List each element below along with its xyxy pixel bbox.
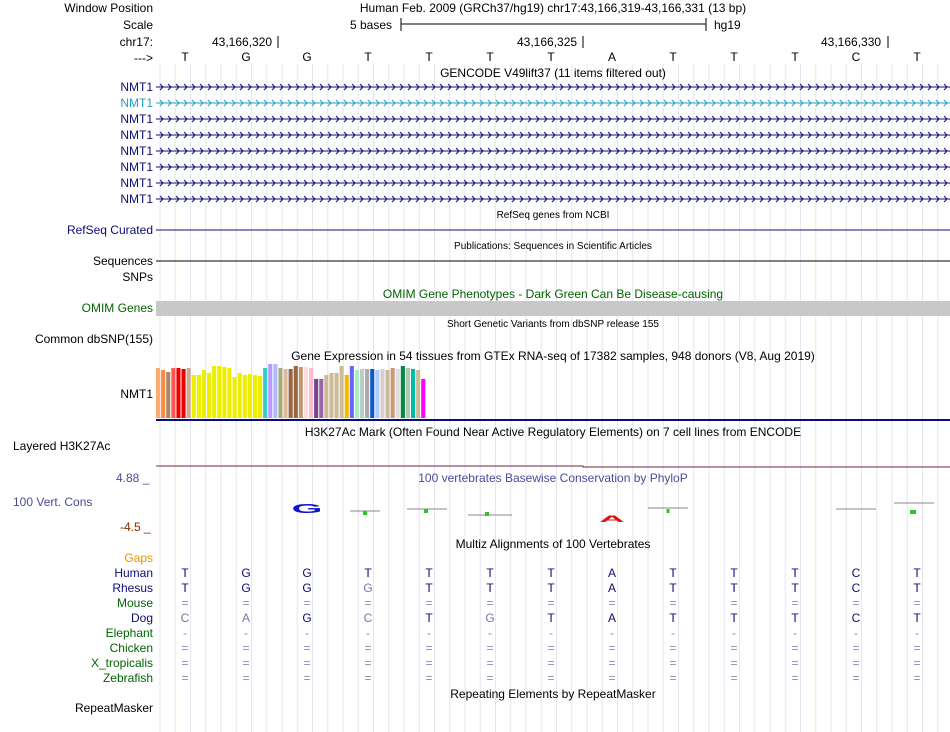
aligned-base: = bbox=[364, 641, 372, 655]
base-letter: C bbox=[851, 50, 861, 64]
base-sequence bbox=[0, 50, 950, 64]
aligned-base: = bbox=[852, 671, 860, 685]
aligned-base: = bbox=[242, 656, 250, 670]
gtex-bar bbox=[258, 376, 262, 418]
gtex-bar bbox=[340, 366, 344, 418]
gtex-bar bbox=[319, 379, 323, 418]
aligned-base: T bbox=[913, 611, 921, 625]
aligned-base: T bbox=[547, 566, 555, 580]
species-label[interactable]: Chicken bbox=[109, 641, 153, 655]
aligned-base: = bbox=[181, 671, 189, 685]
aligned-base: T bbox=[913, 566, 921, 580]
gtex-bar bbox=[227, 368, 231, 418]
aligned-base: = bbox=[303, 596, 311, 610]
repeatmasker-label[interactable]: RepeatMasker bbox=[74, 701, 153, 715]
gencode-item-label[interactable]: NMT1 bbox=[120, 128, 153, 142]
strand-arrow-label: ---> bbox=[134, 51, 153, 65]
aligned-base: T bbox=[669, 581, 677, 595]
gencode-track-title[interactable]: GENCODE V49lift37 (11 items filtered out) bbox=[440, 66, 666, 80]
gtex-bar bbox=[294, 366, 298, 418]
aligned-base: = bbox=[364, 596, 372, 610]
gencode-item-label[interactable]: NMT1 bbox=[120, 112, 153, 126]
gtex-bar bbox=[161, 370, 165, 418]
aligned-base: A bbox=[607, 611, 616, 625]
gtex-bar bbox=[197, 375, 201, 418]
gencode-item-label[interactable]: NMT1 bbox=[120, 96, 153, 110]
aligned-base: = bbox=[608, 641, 616, 655]
aligned-base: T bbox=[730, 566, 738, 580]
gtex-bar bbox=[268, 364, 272, 418]
aligned-base: C bbox=[851, 581, 861, 595]
aligned-base: C bbox=[180, 611, 190, 625]
publications-track-title[interactable]: Publications: Sequences in Scientific Articles bbox=[454, 241, 652, 252]
aligned-base: G bbox=[302, 611, 312, 625]
aligned-base: = bbox=[608, 596, 616, 610]
gtex-bar bbox=[355, 370, 359, 418]
aligned-base: - bbox=[366, 626, 370, 640]
alignment-row bbox=[0, 641, 950, 655]
aligned-base: = bbox=[547, 671, 555, 685]
aligned-base: = bbox=[242, 641, 250, 655]
gtex-bar bbox=[421, 379, 425, 418]
aligned-base: = bbox=[547, 596, 555, 610]
aligned-base: A bbox=[241, 611, 250, 625]
gtex-bar bbox=[182, 369, 186, 418]
alignment-row bbox=[0, 596, 950, 610]
aligned-base: = bbox=[242, 596, 250, 610]
gtex-bar bbox=[278, 368, 282, 418]
aligned-base: - bbox=[427, 626, 431, 640]
gaps-label: Gaps bbox=[124, 551, 153, 565]
aligned-base: = bbox=[913, 596, 921, 610]
gtex-bar bbox=[248, 374, 252, 418]
gtex-bar bbox=[416, 370, 420, 418]
aligned-base: = bbox=[730, 641, 738, 655]
aligned-base: - bbox=[488, 626, 492, 640]
aligned-base: = bbox=[669, 596, 677, 610]
phylop-track-title[interactable]: 100 vertebrates Basewise Conservation by PhyloP bbox=[418, 471, 688, 485]
gtex-bar bbox=[345, 375, 349, 418]
aligned-base: T bbox=[791, 581, 799, 595]
gtex-bar bbox=[176, 368, 180, 418]
position-tick-label: 43,166,330 bbox=[821, 35, 882, 49]
gtex-bar bbox=[335, 373, 339, 418]
aligned-base: - bbox=[183, 626, 187, 640]
aligned-base: - bbox=[854, 626, 858, 640]
aligned-base: - bbox=[610, 626, 614, 640]
aligned-base: = bbox=[791, 596, 799, 610]
gtex-bar bbox=[324, 375, 328, 418]
gencode-item-label[interactable]: NMT1 bbox=[120, 160, 153, 174]
alignment-row bbox=[0, 611, 950, 625]
aligned-base: = bbox=[669, 656, 677, 670]
gtex-bar bbox=[253, 375, 257, 418]
base-letter: T bbox=[181, 50, 189, 64]
gencode-item-label[interactable]: NMT1 bbox=[120, 80, 153, 94]
gtex-bar bbox=[360, 369, 364, 418]
gtex-bar bbox=[284, 369, 288, 418]
chrom-label: chr17: bbox=[119, 35, 153, 49]
aligned-base: T bbox=[364, 566, 372, 580]
gtex-bar bbox=[396, 369, 400, 418]
aligned-base: G bbox=[485, 611, 495, 625]
aligned-base: = bbox=[791, 656, 799, 670]
aligned-base: = bbox=[425, 656, 433, 670]
base-letter: T bbox=[791, 50, 799, 64]
sequences-label[interactable]: Sequences bbox=[92, 254, 153, 268]
position-tick-label: 43,166,320 bbox=[212, 35, 273, 49]
aligned-base: T bbox=[669, 611, 677, 625]
aligned-base: G bbox=[302, 581, 312, 595]
aligned-base: C bbox=[851, 611, 861, 625]
alignment-row bbox=[0, 656, 950, 670]
base-letter: G bbox=[302, 50, 312, 64]
aligned-base: = bbox=[181, 596, 189, 610]
aligned-base: T bbox=[547, 581, 555, 595]
aligned-base: T bbox=[730, 611, 738, 625]
aligned-base: G bbox=[302, 566, 312, 580]
aligned-base: T bbox=[181, 581, 189, 595]
base-letter: T bbox=[547, 50, 555, 64]
gtex-bar bbox=[156, 368, 160, 418]
base-letter: T bbox=[425, 50, 433, 64]
refseq-label[interactable]: RefSeq Curated bbox=[66, 223, 153, 237]
repeatmasker-track-title[interactable]: Repeating Elements by RepeatMasker bbox=[450, 687, 656, 701]
aligned-base: - bbox=[732, 626, 736, 640]
omim-label[interactable]: OMIM Genes bbox=[81, 301, 153, 315]
gtex-bar bbox=[386, 370, 390, 418]
aligned-base: T bbox=[730, 581, 738, 595]
aligned-base: T bbox=[486, 581, 494, 595]
aligned-base: G bbox=[241, 581, 251, 595]
h3k27ac-label[interactable]: Layered H3K27Ac bbox=[13, 439, 111, 453]
aligned-base: = bbox=[303, 671, 311, 685]
gtex-bar bbox=[314, 379, 318, 418]
gtex-bar bbox=[263, 368, 267, 418]
aligned-base: = bbox=[364, 656, 372, 670]
gtex-bar bbox=[207, 373, 211, 418]
aligned-base: = bbox=[547, 641, 555, 655]
aligned-base: T bbox=[669, 566, 677, 580]
aligned-base: T bbox=[425, 566, 433, 580]
aligned-base: = bbox=[486, 671, 494, 685]
aligned-base: T bbox=[913, 581, 921, 595]
aligned-base: = bbox=[303, 641, 311, 655]
gtex-bar bbox=[365, 369, 369, 418]
dbsnp-track-title[interactable]: Short Genetic Variants from dbSNP release 155 bbox=[447, 319, 659, 330]
conservation-mark bbox=[363, 511, 367, 515]
species-label[interactable]: Dog bbox=[130, 611, 153, 625]
aligned-base: = bbox=[364, 671, 372, 685]
gtex-bar bbox=[233, 377, 237, 418]
gtex-bar bbox=[212, 366, 216, 418]
aligned-base: = bbox=[547, 656, 555, 670]
aligned-base: = bbox=[242, 671, 250, 685]
omim-track-title[interactable]: OMIM Gene Phenotypes - Dark Green Can Be Disease-causing bbox=[382, 287, 724, 301]
aligned-base: = bbox=[852, 656, 860, 670]
gtex-bar bbox=[375, 370, 379, 418]
gencode-item-label[interactable]: NMT1 bbox=[120, 144, 153, 158]
aligned-base: - bbox=[915, 626, 919, 640]
aligned-base: C bbox=[363, 611, 373, 625]
aligned-base: = bbox=[730, 656, 738, 670]
species-label[interactable]: Rhesus bbox=[112, 581, 153, 595]
gtex-bar bbox=[202, 370, 206, 418]
aligned-base: = bbox=[181, 641, 189, 655]
scale-label: Scale bbox=[122, 18, 153, 32]
base-letter: T bbox=[486, 50, 494, 64]
gtex-bar bbox=[187, 368, 191, 418]
aligned-base: = bbox=[425, 671, 433, 685]
position-tick-label: 43,166,325 bbox=[517, 35, 578, 49]
gtex-bar bbox=[411, 369, 415, 418]
aligned-base: T bbox=[425, 611, 433, 625]
aligned-base: = bbox=[852, 641, 860, 655]
window-position-label: Window Position bbox=[64, 1, 153, 15]
conservation-logo-a: A bbox=[599, 513, 625, 525]
species-label[interactable]: Elephant bbox=[105, 626, 153, 640]
aligned-base: = bbox=[608, 671, 616, 685]
scale-text: 5 bases bbox=[350, 18, 393, 32]
aligned-base: = bbox=[425, 596, 433, 610]
refseq-track-title[interactable]: RefSeq genes from NCBI bbox=[496, 210, 610, 221]
aligned-base: = bbox=[486, 656, 494, 670]
scale-db: hg19 bbox=[714, 18, 741, 32]
aligned-base: T bbox=[486, 566, 494, 580]
alignment-row bbox=[0, 581, 950, 595]
gtex-bar bbox=[370, 369, 374, 418]
gtex-bar bbox=[350, 366, 354, 418]
aligned-base: - bbox=[244, 626, 248, 640]
aligned-base: = bbox=[181, 656, 189, 670]
gtex-bar bbox=[171, 368, 175, 418]
gencode-item-label[interactable]: NMT1 bbox=[120, 192, 153, 206]
aligned-base: G bbox=[241, 566, 251, 580]
species-label[interactable]: Zebrafish bbox=[102, 671, 153, 685]
aligned-base: = bbox=[486, 596, 494, 610]
species-label[interactable]: Human bbox=[114, 566, 153, 580]
aligned-base: G bbox=[363, 581, 373, 595]
dbsnp-label[interactable]: Common dbSNP(155) bbox=[34, 332, 153, 346]
aligned-base: C bbox=[851, 566, 861, 580]
aligned-base: = bbox=[913, 671, 921, 685]
gtex-bar bbox=[289, 369, 293, 418]
aligned-base: = bbox=[730, 596, 738, 610]
gtex-gene-label[interactable]: NMT1 bbox=[120, 387, 153, 401]
base-letter: G bbox=[241, 50, 251, 64]
gtex-bar bbox=[304, 367, 308, 418]
aligned-base: = bbox=[913, 641, 921, 655]
base-letter: T bbox=[913, 50, 921, 64]
species-label[interactable]: X_tropicalis bbox=[90, 656, 153, 670]
aligned-base: T bbox=[425, 581, 433, 595]
gtex-bar bbox=[299, 367, 303, 418]
base-letter: T bbox=[730, 50, 738, 64]
base-letter: T bbox=[364, 50, 372, 64]
aligned-base: T bbox=[181, 566, 189, 580]
aligned-base: = bbox=[913, 656, 921, 670]
gtex-bar bbox=[401, 366, 405, 418]
aligned-base: - bbox=[549, 626, 553, 640]
species-label[interactable]: Mouse bbox=[116, 596, 153, 610]
gtex-bar bbox=[380, 369, 384, 418]
aligned-base: = bbox=[791, 641, 799, 655]
aligned-base: - bbox=[671, 626, 675, 640]
aligned-base: = bbox=[730, 671, 738, 685]
aligned-base: = bbox=[425, 641, 433, 655]
base-letter: T bbox=[669, 50, 677, 64]
omim-bar bbox=[156, 301, 950, 316]
h3k27ac-track-title[interactable]: H3K27Ac Mark (Often Found Near Active Regulatory Elements) on 7 cell lines from ENCODE bbox=[304, 425, 802, 439]
aligned-base: - bbox=[305, 626, 309, 640]
gtex-bar bbox=[406, 368, 410, 418]
aligned-base: A bbox=[607, 566, 616, 580]
aligned-base: = bbox=[669, 671, 677, 685]
alignment-row bbox=[0, 671, 950, 685]
gtex-track-title[interactable]: Gene Expression in 54 tissues from GTEx RNA-seq of 17382 samples, 948 donors (V8, Aug 2019) bbox=[291, 349, 815, 363]
aligned-base: T bbox=[791, 566, 799, 580]
aligned-base: = bbox=[303, 656, 311, 670]
window-position-text: Human Feb. 2009 (GRCh37/hg19) chr17:43,166,319-43,166,331 (13 bp) bbox=[359, 1, 747, 15]
aligned-base: = bbox=[791, 671, 799, 685]
conservation-mark bbox=[910, 510, 916, 514]
aligned-base: = bbox=[486, 641, 494, 655]
conservation-mark bbox=[424, 509, 428, 513]
aligned-base: = bbox=[669, 641, 677, 655]
aligned-base: T bbox=[547, 611, 555, 625]
aligned-base: A bbox=[607, 581, 616, 595]
aligned-base: - bbox=[793, 626, 797, 640]
base-letter: A bbox=[607, 50, 616, 64]
alignment-row bbox=[0, 566, 950, 580]
gtex-bar bbox=[238, 373, 242, 418]
multiz-track-title[interactable]: Multiz Alignments of 100 Vertebrates bbox=[455, 537, 651, 551]
aligned-base: T bbox=[791, 611, 799, 625]
conservation-logo-g: G bbox=[291, 501, 323, 517]
gtex-bar bbox=[222, 367, 226, 418]
phylop-label[interactable]: 100 Vert. Cons bbox=[13, 495, 93, 509]
gencode-item-label[interactable]: NMT1 bbox=[120, 176, 153, 190]
gtex-bar bbox=[309, 368, 313, 418]
gtex-bar bbox=[166, 372, 170, 418]
phylop-min-label: -4.5 _ bbox=[120, 520, 151, 534]
conservation-mark bbox=[667, 509, 670, 513]
snps-label: SNPs bbox=[122, 270, 153, 284]
gtex-bar bbox=[329, 373, 333, 418]
gtex-bar bbox=[391, 368, 395, 418]
gtex-bar bbox=[243, 375, 247, 418]
aligned-base: = bbox=[852, 596, 860, 610]
gtex-bar bbox=[217, 366, 221, 418]
phylop-max-label: 4.88 _ bbox=[116, 471, 150, 485]
gtex-bar bbox=[273, 364, 277, 418]
gtex-bar bbox=[192, 375, 196, 418]
alignment-row bbox=[0, 626, 950, 640]
aligned-base: = bbox=[608, 656, 616, 670]
